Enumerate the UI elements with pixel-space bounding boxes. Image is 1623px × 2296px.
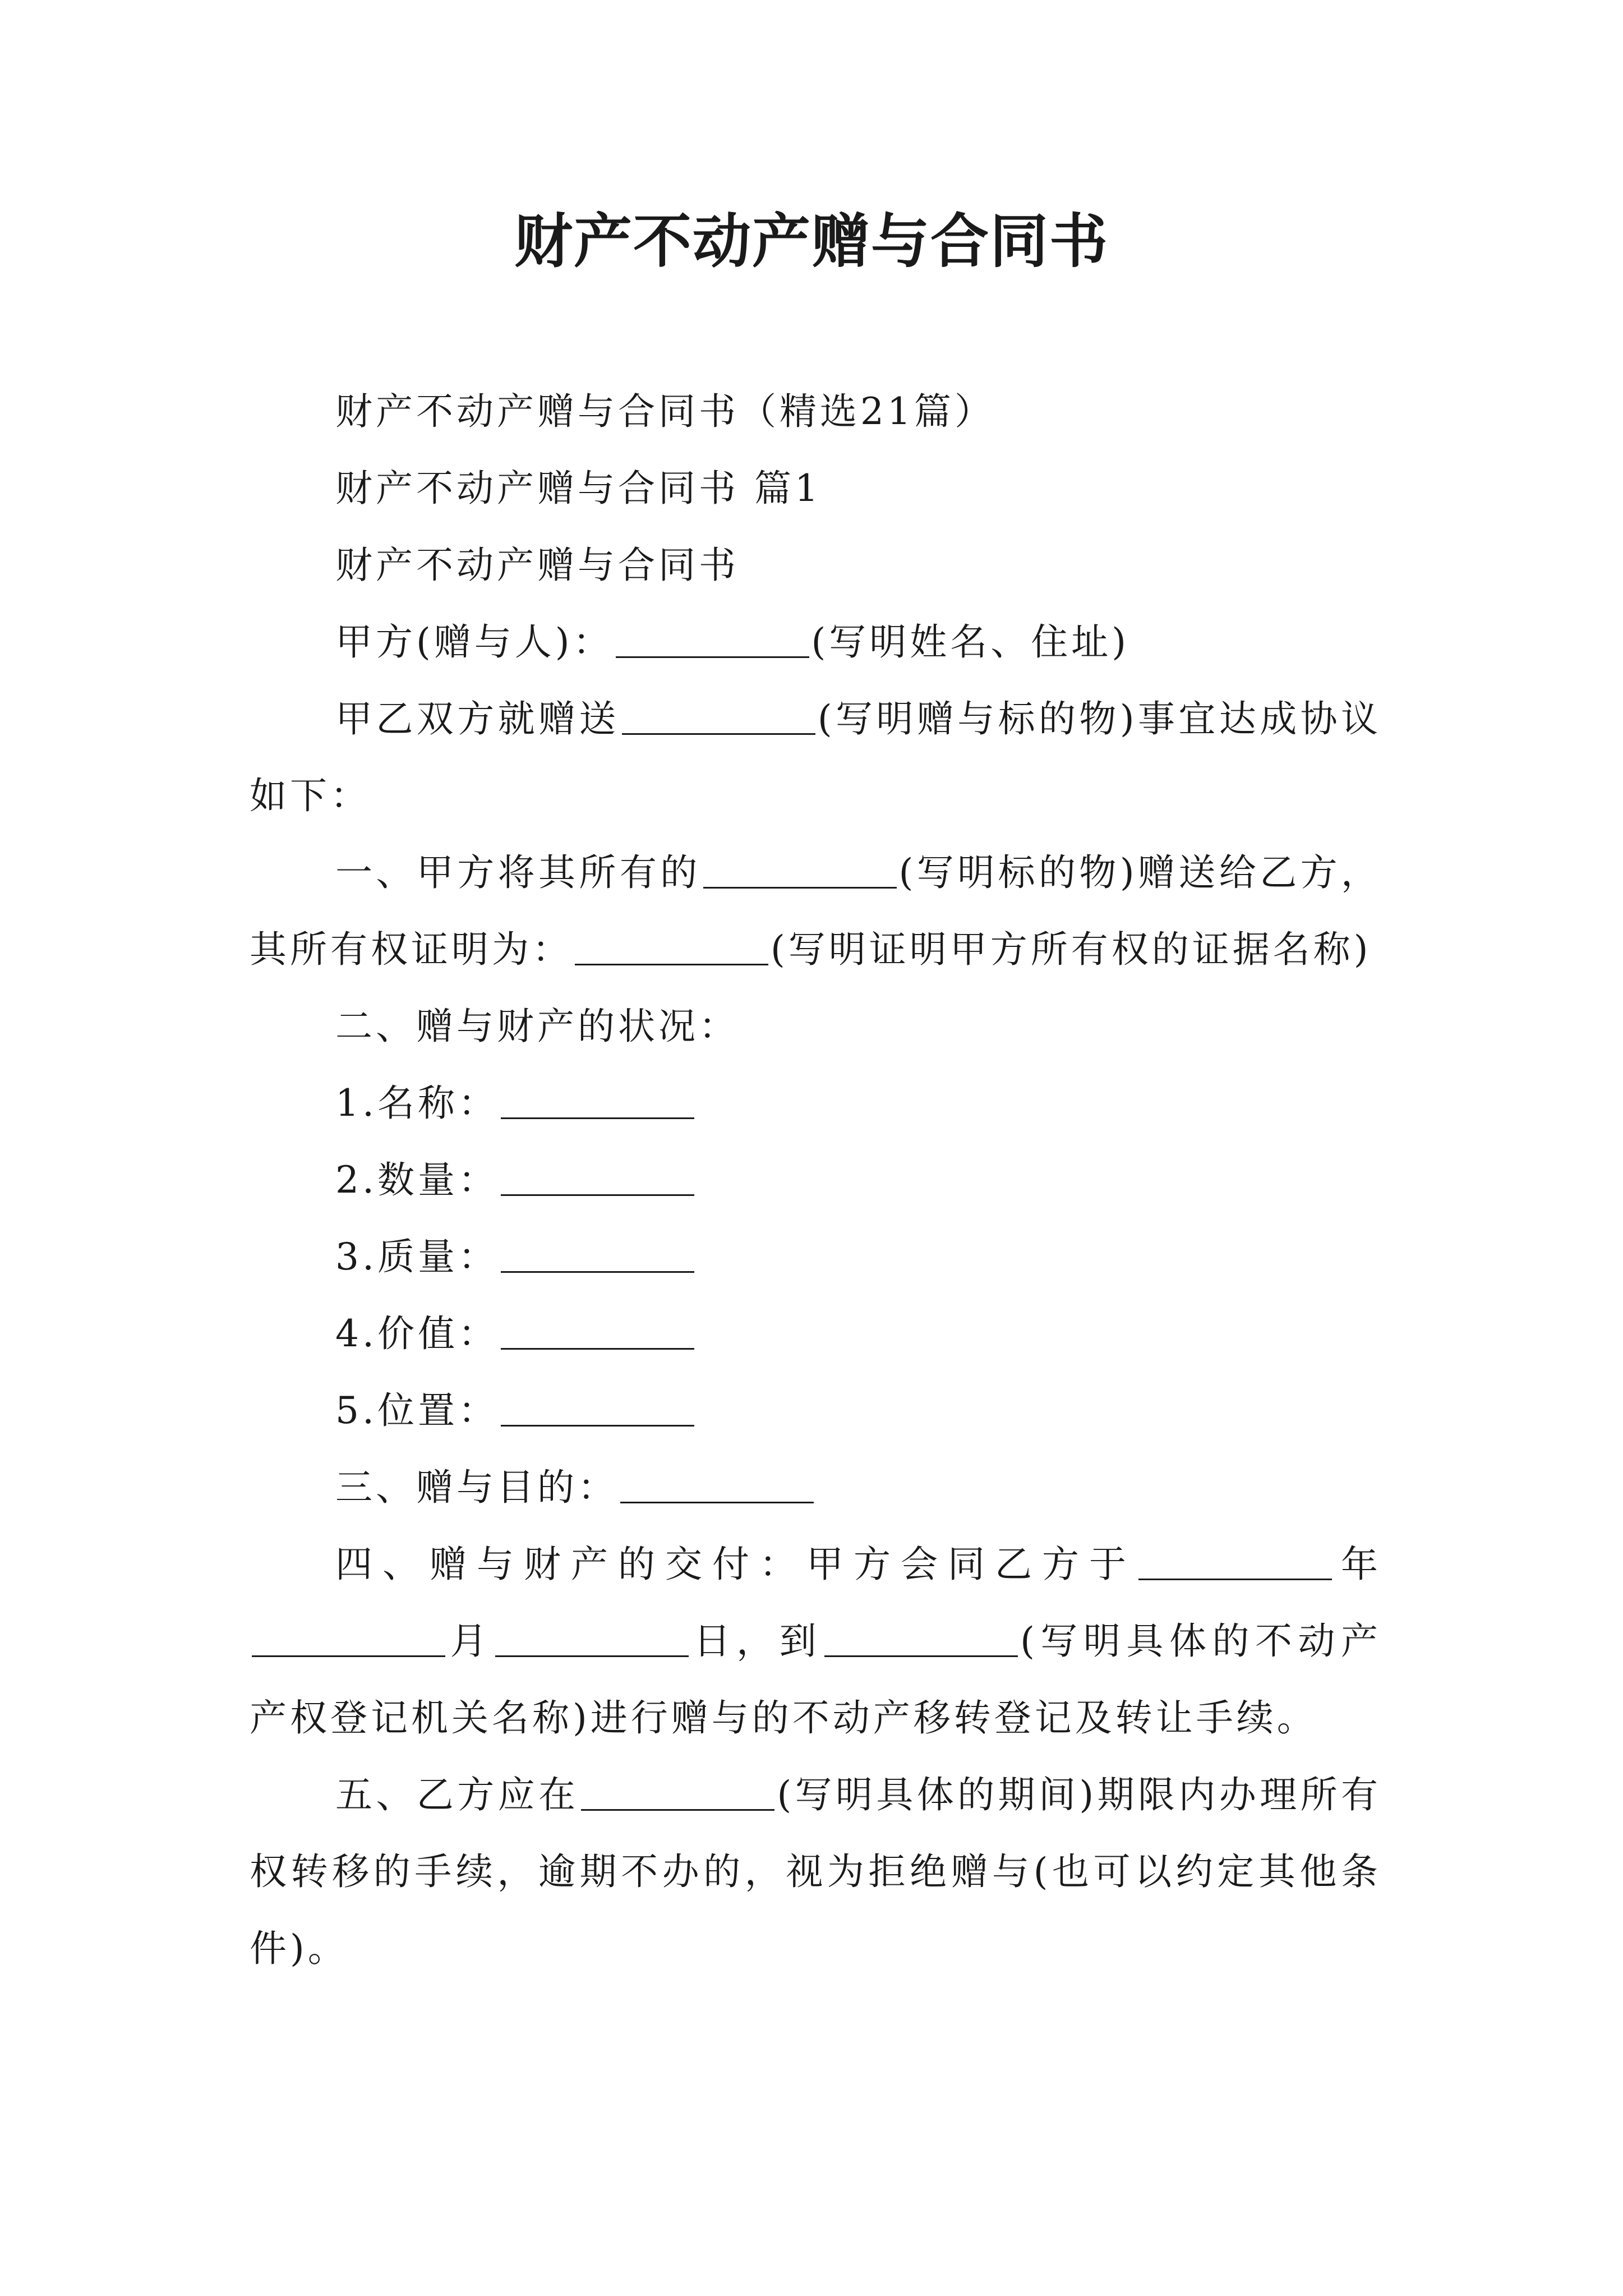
property-item-value <box>250 1295 1381 1372</box>
year-blank <box>1138 1545 1332 1580</box>
party-a-blank <box>616 623 809 658</box>
clause-4-before: 四、赠与财产的交付：甲方会同乙方于 <box>335 1543 1136 1586</box>
property-item-quantity <box>250 1142 1381 1218</box>
party-a-hint: (写明姓名、住址) <box>811 620 1129 664</box>
registry-blank <box>824 1622 1018 1657</box>
clause-1-proof-blank <box>575 930 768 965</box>
property-item-blank <box>501 1161 694 1196</box>
property-item-location <box>250 1372 1381 1449</box>
clause-1-after: (写明证明甲方所有权的证据名称) <box>771 928 1372 971</box>
month-blank <box>252 1622 445 1657</box>
property-item-label: 3.质量： <box>335 1235 499 1278</box>
property-item-label: 5.位置： <box>335 1389 499 1432</box>
day-label: 日，到 <box>691 1619 823 1663</box>
property-item-name <box>250 1065 1381 1142</box>
property-item-blank <box>501 1237 694 1273</box>
purpose-blank <box>620 1468 814 1503</box>
period-blank <box>581 1775 774 1811</box>
document-body <box>250 373 1381 1987</box>
property-item-quality <box>250 1218 1381 1295</box>
agreement-paragraph <box>250 680 1381 834</box>
clause-2-heading: 二、赠与财产的状况： <box>335 1005 739 1048</box>
section-heading: 财产不动产赠与合同书 篇1 <box>335 467 822 510</box>
property-item-label: 1.名称： <box>335 1082 499 1125</box>
clause-1-item-blank <box>703 853 897 889</box>
clause-4-after: (写明具体的不动产产权登记机关名称)进行赠与的不动产移转登记及转让手续。 <box>250 1619 1382 1740</box>
document-title: 财产不动产赠与合同书 <box>514 207 1109 275</box>
gift-item-blank <box>622 700 815 735</box>
property-item-label: 4.价值： <box>335 1312 499 1355</box>
clause-5-after: (写明具体的期间)期限内办理所有权转移的手续，逾期不办的，视为拒绝赠与(也可以约定其他条件)。 <box>250 1773 1382 1970</box>
subtitle: 财产不动产赠与合同书（精选21篇） <box>335 390 995 433</box>
property-item-blank <box>501 1391 694 1427</box>
property-item-label: 2.数量： <box>335 1158 499 1202</box>
clause-5 <box>250 1756 1381 1987</box>
day-blank <box>495 1622 689 1657</box>
property-item-blank <box>501 1084 694 1119</box>
clause-1-before: 一、甲方将其所有的 <box>335 851 701 894</box>
party-a-line <box>250 604 1381 680</box>
agreement-before: 甲乙双方就赠送 <box>335 697 620 740</box>
clause-5-before: 五、乙方应在 <box>335 1773 579 1816</box>
contract-heading: 财产不动产赠与合同书 <box>335 544 739 587</box>
clause-4 <box>250 1526 1381 1756</box>
year-label: 年 <box>1334 1543 1381 1586</box>
clause-1 <box>250 834 1381 988</box>
clause-1-middle: (写明标的物)赠送给乙方，其所有权证明为： <box>250 851 1382 971</box>
property-item-blank <box>501 1314 694 1350</box>
clause-3-label: 三、赠与目的： <box>335 1466 618 1509</box>
clause-3 <box>250 1449 1381 1526</box>
party-a-label: 甲方(赠与人)： <box>335 620 614 664</box>
agreement-after: (写明赠与标的物)事宜达成协议如下： <box>250 697 1382 817</box>
month-label: 月 <box>448 1619 494 1663</box>
